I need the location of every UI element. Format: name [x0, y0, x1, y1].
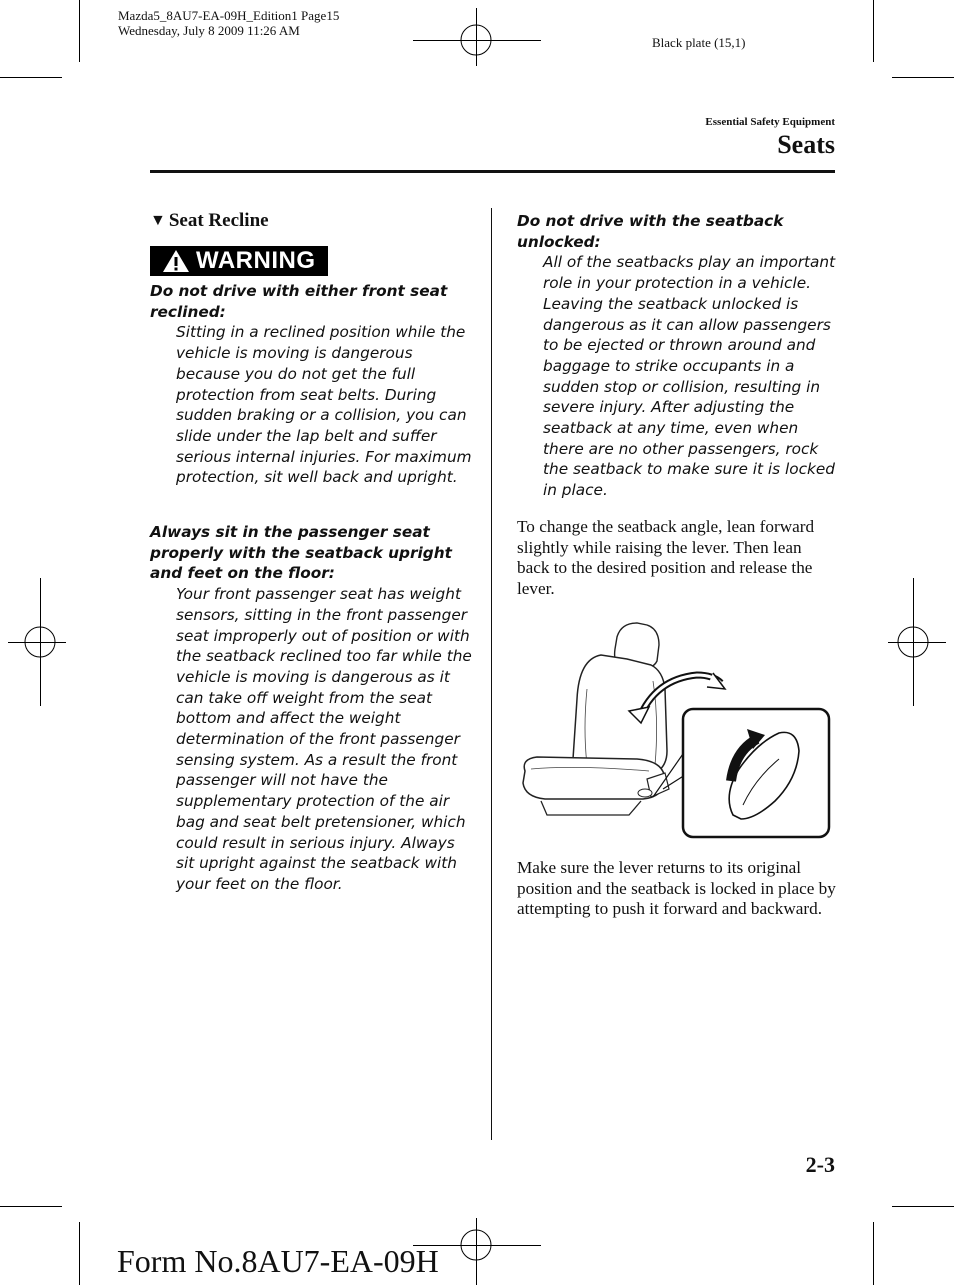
warning-label: WARNING: [196, 247, 316, 274]
warning-item: [150, 281, 472, 488]
print-plate: Black plate (15,1): [652, 35, 746, 50]
column-divider: [491, 208, 492, 1140]
subsection-heading: [150, 210, 269, 232]
subsection-heading-text: Seat Recline: [168, 210, 269, 231]
triangle-down-icon: ▼: [150, 212, 166, 229]
warning-banner: [150, 246, 328, 276]
seat-recline-illustration: [517, 619, 835, 841]
instruction-paragraph: Make sure the lever returns to its original position and the seatback is locked in place by attempting to push it forward and backward.: [517, 858, 836, 919]
form-number: Form No.8AU7-EA-09H: [117, 1243, 439, 1279]
warning-body: Sitting in a reclined position while the vehicle is moving is dangerous because you do not get the full protection from seat belts. During sudden braking or a collision, you can slide under the lap belt and suffer serious internal injuries. For maximum protection, sit well back and upright.: [176, 323, 472, 487]
section-label: Essential Safety Equipment: [705, 116, 835, 128]
warning-item: [150, 522, 472, 895]
page-title: Seats: [777, 130, 835, 159]
warning-body: All of the seatbacks play an important role in your protection in a vehicle. Leaving the seatback unlocked is dangerous as it can allow passengers to be ejected or thrown around and baggage to strike occupants in a sudden stop or collision, resulting in severe injury. After adjusting the seatback at any time, even when there are no other passengers, rock the seatback to make sure it is locked in place.: [543, 253, 836, 500]
header-rule: [150, 170, 835, 173]
instruction-paragraph: To change the seatback angle, lean forward slightly while raising the lever. Then lean back to the desired position and release the lever.: [517, 517, 815, 599]
warning-heading: Always sit in the passenger seat properly with the seatback upright and feet on the floor:: [150, 523, 452, 583]
print-file-line: Mazda5_8AU7-EA-09H_Edition1 Page15: [118, 8, 340, 23]
warning-heading: Do not drive with either front seat reclined:: [150, 282, 448, 321]
warning-triangle-icon: [162, 249, 190, 273]
warning-heading: Do not drive with the seatback unlocked:: [517, 212, 784, 251]
print-date-line: Wednesday, July 8 2009 11:26 AM: [118, 23, 300, 38]
warning-body: Your front passenger seat has weight sensors, sitting in the front passenger seat improperly out of position or with the seatback reclined too far while the vehicle is moving is dangerous as it can take off weight from the seat bottom and affect the weight determination of the front passenger sensing system. As a result the front passenger will not have the supplementary protection of the air bag and seat belt pretensioner, which could result in serious injury. Always sit upright against the seatback with your feet on the floor.: [176, 585, 472, 893]
page-number: 2-3: [805, 1152, 835, 1177]
warning-item: [517, 211, 837, 501]
